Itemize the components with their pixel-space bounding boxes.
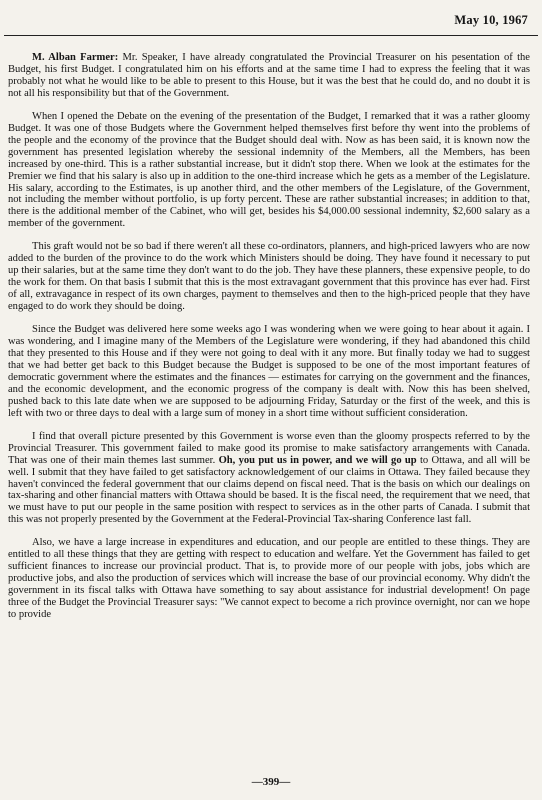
paragraph: This graft would not be so bad if there weren't all these co-ordinators, planners, and high-priced lawyers who are now added to the burden of the province to do the work which Ministers should be doing. They have found it necessary to put up their salaries, but at the same time they don't want to do the job. They have these planners, these expensive people, to do the work for them. On that basis I submit that this is the most extravagant government that this province has ever had. First of all, extravagance in respect of its own charges, payment to themselves and then to the high-priced people that they have engaged to do work they should be doing.	[8, 241, 530, 313]
paragraph-text: Mr. Speaker, I have already congratulated the Provincial Treasurer on his pesentation of the Budget, his first Budget. I congratulated him on his efforts and at the same time I had to express the feeling that it was probably not what he would like to be able to present to this House, but it was the best that he could do, and no doubt it is not all his responsibility but that of the Government.	[8, 52, 530, 99]
speaker-name: M. Alban Farmer:	[32, 52, 119, 63]
paragraph-text: to Ottawa, and all will be well. I submit that they have failed to get satisfactory acknowledgement of our claims in Ottawa. They failed because they haven't convinced the federal government that our claims depend on fiscal need. That is the basis on which our dealings on tax-sharing and other financial matters with Ottawa should be based. It is the fiscal need, the requirement that we need, that we must have to put our people in the same position with respect to services as in the other parts of Canada. I submit that this was not properly presented by the Government at the Federal-Provincial Tax-sharing Conference last fall.	[8, 454, 530, 526]
emphasized-quote: Oh, you put us in power, and we will go up	[218, 454, 417, 466]
paragraph: Since the Budget was delivered here some weeks ago I was wondering when we were going to hear about it again. I was wondering, and I imagine many of the Members of the Legislature were wondering, if they had abandoned this child that they presented to this House and if they were not going to deal with it any more. But finally today we had to suggest that we had better get back to this Budget because the Budget is supposed to be one of the most important features of democratic government where the estimates and the finances — estimates for carrying on the government and the finances, and the economic development, and the economic progress of the company is dealt with. Now this has been shelved, pushed back to this late date when we are supposed to be adjourning Friday, Saturday or the first of the week, and this is left with two or three days to deal with a large sum of money in a short time without sufficient consideration.	[8, 324, 530, 419]
document-body	[8, 52, 530, 632]
paragraph	[8, 52, 530, 100]
paragraph-text: I find that overall picture presented by this Government is worse even than the gloomy prospects referred to by the Provincial Treasurer. This government failed to make good its promise to make satisfactory arrangements with Canada. That was one of their main themes last summer.	[8, 430, 530, 466]
paragraph: Also, we have a large increase in expenditures and education, and our people are entitled to these things. They are entitled to all these things that they are getting with respect to education and welfare. Yet the Government has failed to get sufficient finances to increase our provincial product. That is, to provide more of our people with jobs, jobs which are productive jobs, and also the production of services which will increase the base of our provincial economy. Why didn't the government in its fiscal talks with Ottawa have something to say about assistance for industrial development! On page three of the Budget the Provincial Treasurer says: "We cannot expect to become a rich province overnight, nor can we hope to provide	[8, 537, 530, 621]
page-date: May 10, 1967	[454, 13, 528, 27]
header-divider	[4, 35, 538, 36]
page-number: —399—	[251, 776, 291, 788]
paragraph: When I opened the Debate on the evening of the presentation of the Budget, I remarked that it was a rather gloomy Budget. It was one of those Budgets where the Government helped themselves first before thy went into the problems of the people and the economy of the province that the Budget should deal with. Now as has been said, it is known now the government has presented legislation whereby the sessional indemnity of the Members, all the Members, has been increased by one-third. This is a rather substantial increase, but it didn't stop there. When we look at the estimates for the Premier we find that his salary is also up in addition to the one-third increase which he gets as a member of the Legislature. His salary, according to the Estimates, is up another third, and the other members of the Legislature, of the Government, not including the member without portfolio, is up forty percent. These are rather substantial increases; in addition to that, there is the additional member of the Cabinet, who will get, besides his $4,000.00 sessional indemnity, $2,600 salary as a member of the government.	[8, 110, 530, 230]
paragraph	[8, 431, 530, 527]
